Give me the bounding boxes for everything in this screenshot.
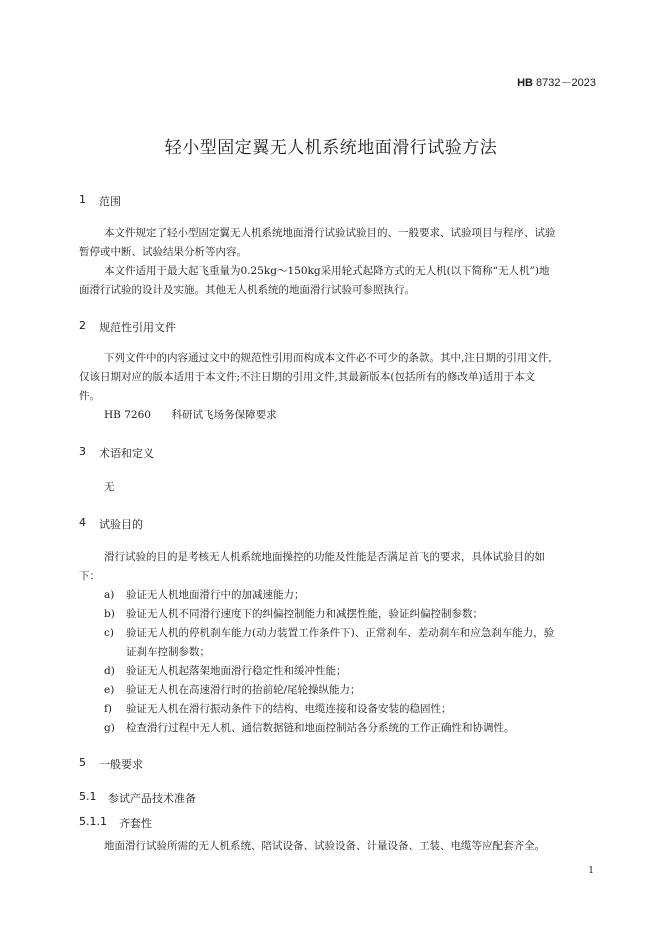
list-item-label: d): [104, 665, 115, 677]
section-4-heading: [79, 516, 279, 532]
standard-number: 8732－2023: [536, 77, 596, 89]
section-number: 2: [79, 319, 86, 332]
list-item: [104, 681, 604, 700]
paragraph-line: 无: [104, 481, 115, 493]
section-number: 4: [79, 516, 86, 529]
reference-entry: [104, 406, 277, 425]
paragraph-line: 仅该日期对应的版本适用于本文件;不注日期的引用文件,其最新版本(包括所有的修改单)适用于本文: [79, 371, 536, 383]
section-title: 试验目的: [99, 518, 143, 531]
list-item-text: 验证无人机地面滑行中的加减速能力；: [126, 589, 305, 601]
reference-title: 科研试飞场务保障要求: [171, 409, 277, 421]
list-item-text: 验证无人机在滑行振动条件下的结构、电缆连接和设备安装的稳固性；: [126, 703, 452, 715]
list-item-text-continued: 证刹车控制参数；: [126, 646, 210, 658]
section-3-heading: [79, 445, 279, 461]
paragraph-line: 本文件适用于最大起飞重量为0.25kg～150kg采用轮式起降方式的无人机(以下简称“无人机”)地: [104, 265, 550, 277]
section-number: 5: [79, 756, 86, 769]
section-title: 范围: [99, 195, 121, 208]
paragraph-line: 件。: [79, 390, 100, 402]
section-2-heading: [79, 319, 279, 335]
paragraph-line: 地面滑行试验所需的无人机系统、陪试设备、试验设备、计量设备、工装、电缆等应配套齐全。: [104, 840, 545, 852]
paragraph-line: 滑行试验的目的是考核无人机系统地面操控的功能及性能是否满足首飞的要求，具体试验目的如: [104, 551, 545, 563]
list-item-label: g): [104, 722, 115, 734]
list-item: [104, 624, 604, 662]
list-item: [104, 662, 604, 681]
page-number: 1: [588, 866, 594, 876]
section-title: 术语和定义: [99, 447, 154, 460]
document-title: 轻小型固定翼无人机系统地面滑行试验方法: [164, 138, 498, 158]
paragraph-line: 暂停或中断、试验结果分析等内容。: [79, 246, 247, 258]
standard-code: [517, 74, 596, 90]
list-item-text: 验证无人机不同滑行速度下的纠偏控制能力和减摆性能，验证纠偏控制参数；: [126, 608, 483, 620]
section-5-1-heading: [79, 790, 339, 806]
paragraph-line: 下列文件中的内容通过文中的规范性引用而构成本文件必不可少的条款。其中,注日期的引用文件,: [104, 352, 552, 364]
list-item-label: e): [104, 684, 115, 696]
list-item-text: 验证无人机起落架地面滑行稳定性和缓冲性能；: [126, 665, 347, 677]
list-item-label: b): [104, 608, 115, 620]
section-number: 5.1: [79, 790, 97, 803]
section-number: 5.1.1: [79, 815, 107, 828]
section-5-1-1-heading: [79, 815, 339, 831]
list-item-text: 检查滑行过程中无人机、通信数据链和地面控制站各分系统的工作正确性和协调性。: [126, 722, 515, 734]
section-number: 3: [79, 445, 86, 458]
section-1-heading: [79, 193, 279, 209]
standard-prefix: HB: [517, 77, 533, 89]
list-item-label: a): [104, 589, 115, 601]
section-title: 规范性引用文件: [99, 321, 176, 334]
section-5-heading: [79, 756, 279, 772]
list-item-text: 验证无人机的停机刹车能力(动力装置工作条件下)、正常刹车、差动刹车和应急刹车能力，验: [126, 627, 555, 639]
list-item-label: c): [104, 627, 114, 639]
section-number: 1: [79, 193, 86, 206]
paragraph-line: 本文件规定了轻小型固定翼无人机系统地面滑行试验试验目的、一般要求、试验项目与程序、试验: [104, 227, 556, 239]
list-item-label: f): [104, 703, 112, 715]
list-item-text: 验证无人机在高速滑行时的抬前轮/尾轮操纵能力；: [126, 684, 361, 696]
paragraph-line: 面滑行试验的设计及实施。其他无人机系统的地面滑行试验可参照执行。: [79, 284, 415, 296]
list-item: [104, 605, 604, 624]
list-item: [104, 700, 604, 719]
reference-code: HB 7260: [104, 409, 151, 421]
section-title: 一般要求: [99, 758, 143, 771]
list-item: [104, 719, 604, 738]
list-item: [104, 586, 604, 605]
section-title: 齐套性: [119, 817, 152, 830]
section-title: 参试产品技术准备: [108, 792, 196, 805]
paragraph-line: 下：: [79, 570, 100, 582]
